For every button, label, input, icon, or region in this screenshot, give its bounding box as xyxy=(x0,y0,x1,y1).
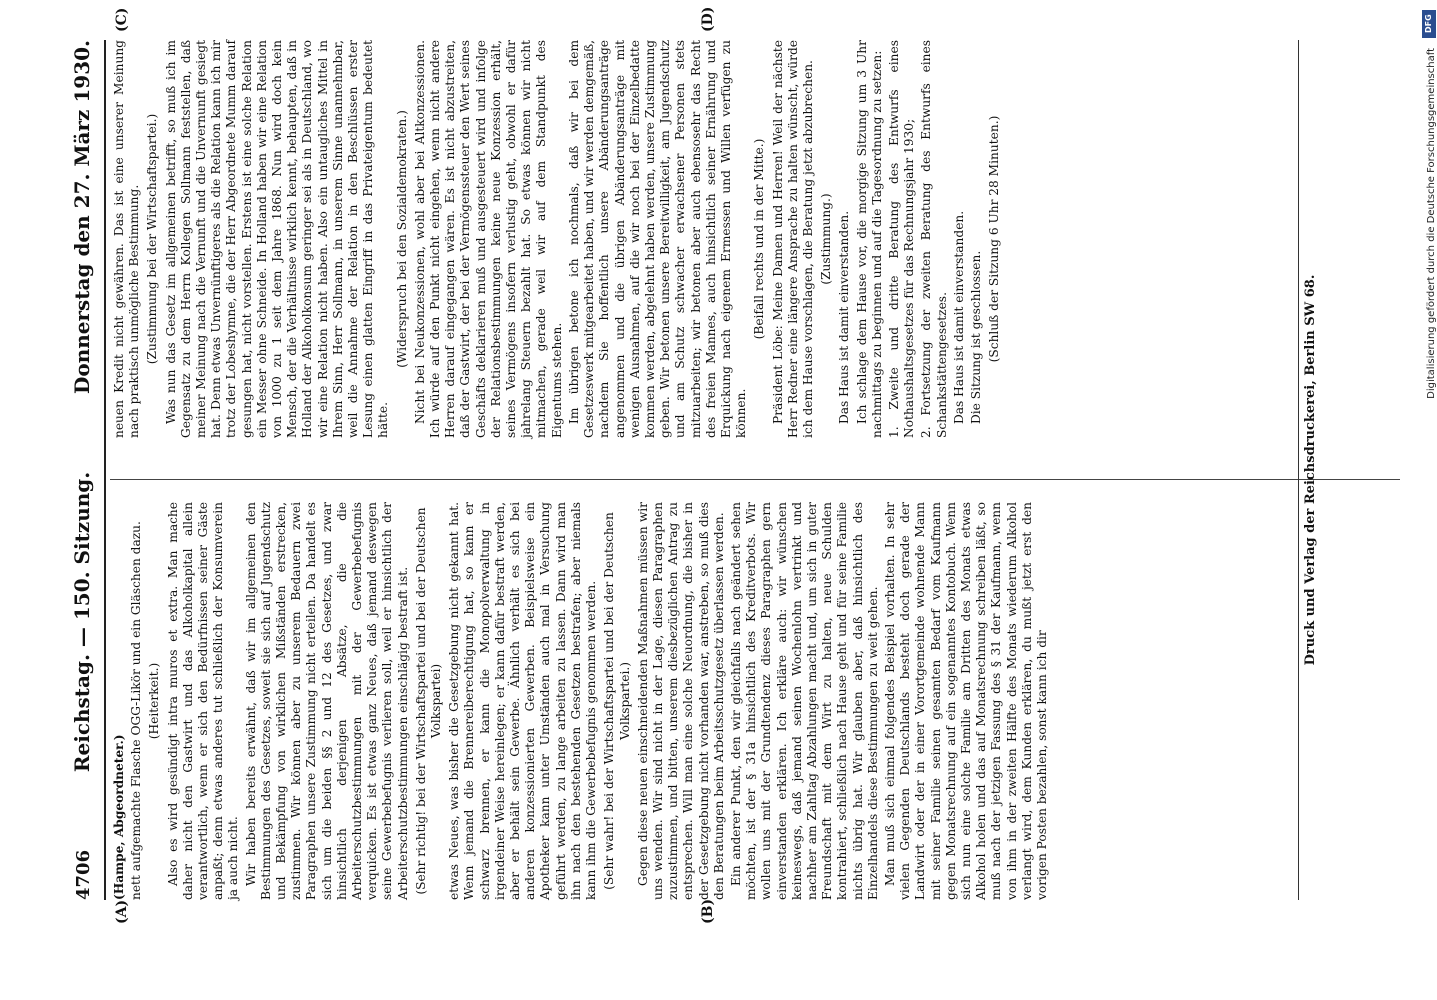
paragraph: nett aufgemachte Flasche OGG-Likör und ein Gläschen dazu. xyxy=(129,521,144,900)
interjection: (Zustimmung.) xyxy=(819,193,834,285)
paragraph: Man muß sich einmal folgendes Beispiel vorhalten. In sehr vielen Gegenden Deutschlands besteht doch gerade der Landwirt oder der in einer Vorortgemeinde wohnende Mann mit seiner Familie seinen gesamten Bedarf vom Kaufmann gegen Monatsrechnung auf ein sogenanntes Kontobuch. Wenn sich nun eine solche Familie am Dritten des Monats etwas Alkohol holen und das auf Monatsrechnung schreiben läßt, so muß nach der jetzigen Fassung des § 31 der Kaufmann, wenn von ihm in der zweiten Hälfte des Monats wiederum Alkohol verlangt wird, dem Kunden erklären, du mußt jetzt erst den vorigen Posten bezahlen, sonst kann ich dir xyxy=(882,502,1049,900)
paragraph: Gegen diese neuen einschneidenden Maßnahmen müssen wir uns wenden. Wir sind nicht in der Lage, diesen Paragraphen zuzustimmen, und bitten, unserem diesbezüglichen Antrag zu entsprechen. Will man eine solche Neuordnung, die bisher in der Gesetzgebung nicht vorhanden war, anstreben, so muß dies den Beratungen beim Arbeitsschutzgesetz überlassen werden. xyxy=(635,502,726,900)
dfg-funding-note: Digitalisierung gefördert durch die Deutsche Forschungsgemeinschaft xyxy=(1426,48,1437,399)
right-column xyxy=(112,40,1402,438)
paragraph: etwas Neues, was bisher die Gesetzgebung nicht gekannt hat. Wenn jemand die Brennereiberechtigung hat, so kann er schwarz brennen, er kann die Monopolverwaltung in irgendeiner Weise hereinlegen; er kann dafür bestraft werden, aber er behält sein Gewerbe. Ähnlich verhält es sich bei anderen konzessionierten Gewerben. Beispielsweise ein Apotheker kann unter Umständen auch mal in Versuchung geführt werden, zu lange arbeiten zu lassen. Dann wird man ihn nach den bestehenden Gesetzen bestrafen; aber niemals kann ihm die Gewerbebefugnis genommen werden. xyxy=(447,502,599,900)
margin-mark-d: (D) xyxy=(700,6,716,32)
paragraph: Ein anderer Punkt, den wir gleichfalls nach geändert sehen möchten, ist der § 31a hinsichtlich des Kreditverbots. Wir wollen uns mit der Grundtendenz dieses Paragraphen gern einverstanden erklären. Ich erkläre auch: wir wünschen keineswegs, daß jemand seinen Wochenlohn vertrinkt und nachher am Zahltag Abzahlungen macht und, um sich in guter Freundschaft mit dem Wirt zu halten, neue Schulden kontrahiert, schließlich nach Hause geht und für seine Familie nichts übrig hat. Wir glauben aber, daß hinsichtlich des Einzelhandels diese Bestimmungen zu weit gehen. xyxy=(728,502,880,900)
paragraph: Das Haus ist damit einverstanden. xyxy=(837,210,852,424)
session-date: Donnerstag den 27. März 1930. xyxy=(70,40,94,394)
interjection: (Sehr richtig! bei der Wirtschaftspartei und bei der Deutschen Volkspartei) xyxy=(413,507,444,895)
dfg-logo: DFG xyxy=(1422,10,1436,38)
margin-mark-a: (A) xyxy=(114,899,130,924)
paragraph: Wir haben bereits erwähnt, daß wir im allgemeinen den Bestimmungen des Gesetzes, soweit sie sich auf Jugendschutz und Bekämpfung von wirklichen Mißständen erstrecken, zustimmen. Wir können aber zu unserem Bedauern zwei Paragraphen unsere Zustimmung nicht erteilen. Da handelt es sich um die beiden §§ 2 und 12 des Gesetzes, und zwar hinsichtlich derjenigen Absätze, die die Arbeiterschutzbestimmungen mit der Gewerbebefugnis verquicken. Es ist etwas ganz Neues, daß jemand deswegen seine Gewerbebefugnis verlieren soll, weil er hinsichtlich der Arbeiterschutzbestimmungen einschlägig bestraft ist. xyxy=(243,502,410,900)
interjection: (Heiterkeit.) xyxy=(147,662,162,740)
printer-imprint: Druck und Verlag der Reichsdruckerei, Berlin SW 68. xyxy=(1298,40,1318,900)
paragraph: Was nun das Gesetz im allgemeinen betrifft, so muß ich im Gegensatz zu dem Herrn Kollegen Sollmann feststellen, daß meiner Meinung nach die Vernunft und die Unvernunft gesiegt hat. Denn etwas Unvernünftigeres als die Relation kann ich mir trotz der Lobeshymne, die der Herr Abgeordnete Mumm darauf gesungen hat, nicht vorstellen. Erstens ist eine solche Relation ein Messer ohne Schneide. In Holland haben wir eine Relation von 1000 zu 1 seit dem Jahre 1868. Nun wird doch kein Mensch, der die Verhältnisse wirklich kennt, behaupten, daß in Holland der Alkoholkonsum geringer sei als in Deutschland, wo wir eine Relation nicht haben. Also ein untaugliches Mittel in Ihrem Sinn, Herr Sollmann, in unserem Sinne unannehmbar, weil die Annahme der Relation in den Beschlüssen erster Lesung einen glatten Eingriff in das Privateigentum bedeutet hätte. xyxy=(163,40,391,438)
margin-mark-b: (B) xyxy=(700,898,716,924)
paragraph: neuen Kredit nicht gewähren. Das ist eine unserer Meinung nach praktisch unmögliche Bestimmung. xyxy=(112,40,142,438)
paragraph: Ich schlage dem Hause vor, die morgige Sitzung um 3 Uhr nachmittags zu beginnen und auf die Tagesordnung zu setzen: xyxy=(854,40,884,438)
paragraph: Nicht bei Neukonzessionen, wohl aber bei Altkonzessionen. Ich würde auf den Punkt nicht eingehen, wenn nicht andere Herren darauf eingegangen wären. Es ist nicht abzustreiten, daß der Gastwirt, der bei der Vermögenssteuer den Wert seines Geschäfts deklarieren muß und ausgesteuert wird und infolge der Relationsbestimmungen keine neue Konzession erhält, seines Vermögens insofern verlustig geht, obwohl er dafür jahrelang Steuern bezahlt hat. So etwas können wir nicht mitmachen, gerade weil wir auf dem Standpunkt des Eigentums stehen. xyxy=(412,40,564,438)
interjection: (Zustimmung bei der Wirtschaftspartei.) xyxy=(145,113,160,365)
interjection: (Widerspruch bei den Sozialdemokraten.) xyxy=(394,110,409,368)
interjection: (Beifall rechts und in der Mitte.) xyxy=(752,138,767,340)
paragraph: Also es wird gesündigt intra muros et extra. Man mache daher nicht den Gastwirt und das Alkoholkapital allein verantwortlich, wenn er sich den Bedürfnissen seiner Gäste anpaßt; denn etwas anderes tut schließlich der Konsumverein ja auch nicht. xyxy=(165,502,241,900)
page-header xyxy=(70,40,106,900)
column-divider xyxy=(110,479,1400,480)
paragraph: Die Sitzung ist geschlossen. xyxy=(968,250,983,424)
agenda-item: 2. Fortsetzung der zweiten Beratung des Entwurfs eines Schankstättengesetzes. xyxy=(919,40,949,438)
paragraph: Das Haus ist damit einverstanden. xyxy=(951,210,966,424)
session-title: Reichstag. — 150. Sitzung. xyxy=(70,471,94,773)
agenda-item: 1. Zweite und dritte Beratung des Entwurfs eines Nothaushaltsgesetzes für das Rechnungsjahr 1930; xyxy=(886,40,917,438)
president-remark: Präsident Löbe: Meine Damen und Herren! Weil der nächste Herr Redner eine längere Ansprache zu halten wünscht, würde ich dem Hause vorschlagen, die Beratung jetzt abzubrechen. xyxy=(770,40,815,438)
closing-note: (Schluß der Sitzung 6 Uhr 28 Minuten.) xyxy=(987,115,1002,363)
paragraph: Im übrigen betone ich nochmals, daß wir bei dem Gesetzeswerk mitgearbeitet haben, und wir werden demgemäß, nachdem Sie hoffentlich unsere Abänderungsanträge angenommen und die übrigen Abänderungsanträge mit wenigen Ausnahmen, auf die wir noch bei der Einzelbedatte kommen werden, abgelehnt haben werden, unsere Zustimmung geben. Wir betonen unsere Bereitwilligkeit, am Jugendschutz und am Schutz schwacher erwachsener Personen stets mitzuarbeiten; wir betonen aber auch ebensosehr das Recht des freien Mannes, auch hinsichtlich seiner Ernährung und Erquickung nach eigenem Ermessen und Willen verfügen zu können. xyxy=(566,40,749,438)
speaker-line: (Hampe, Abgeordneter.) xyxy=(112,734,126,900)
margin-mark-c: (C) xyxy=(114,7,130,32)
page-number: 4706 xyxy=(73,849,94,900)
interjection: (Sehr wahr! bei der Wirtschaftspartei und bei der Deutschen Volkspartei.) xyxy=(602,512,632,890)
left-column xyxy=(112,502,1402,900)
